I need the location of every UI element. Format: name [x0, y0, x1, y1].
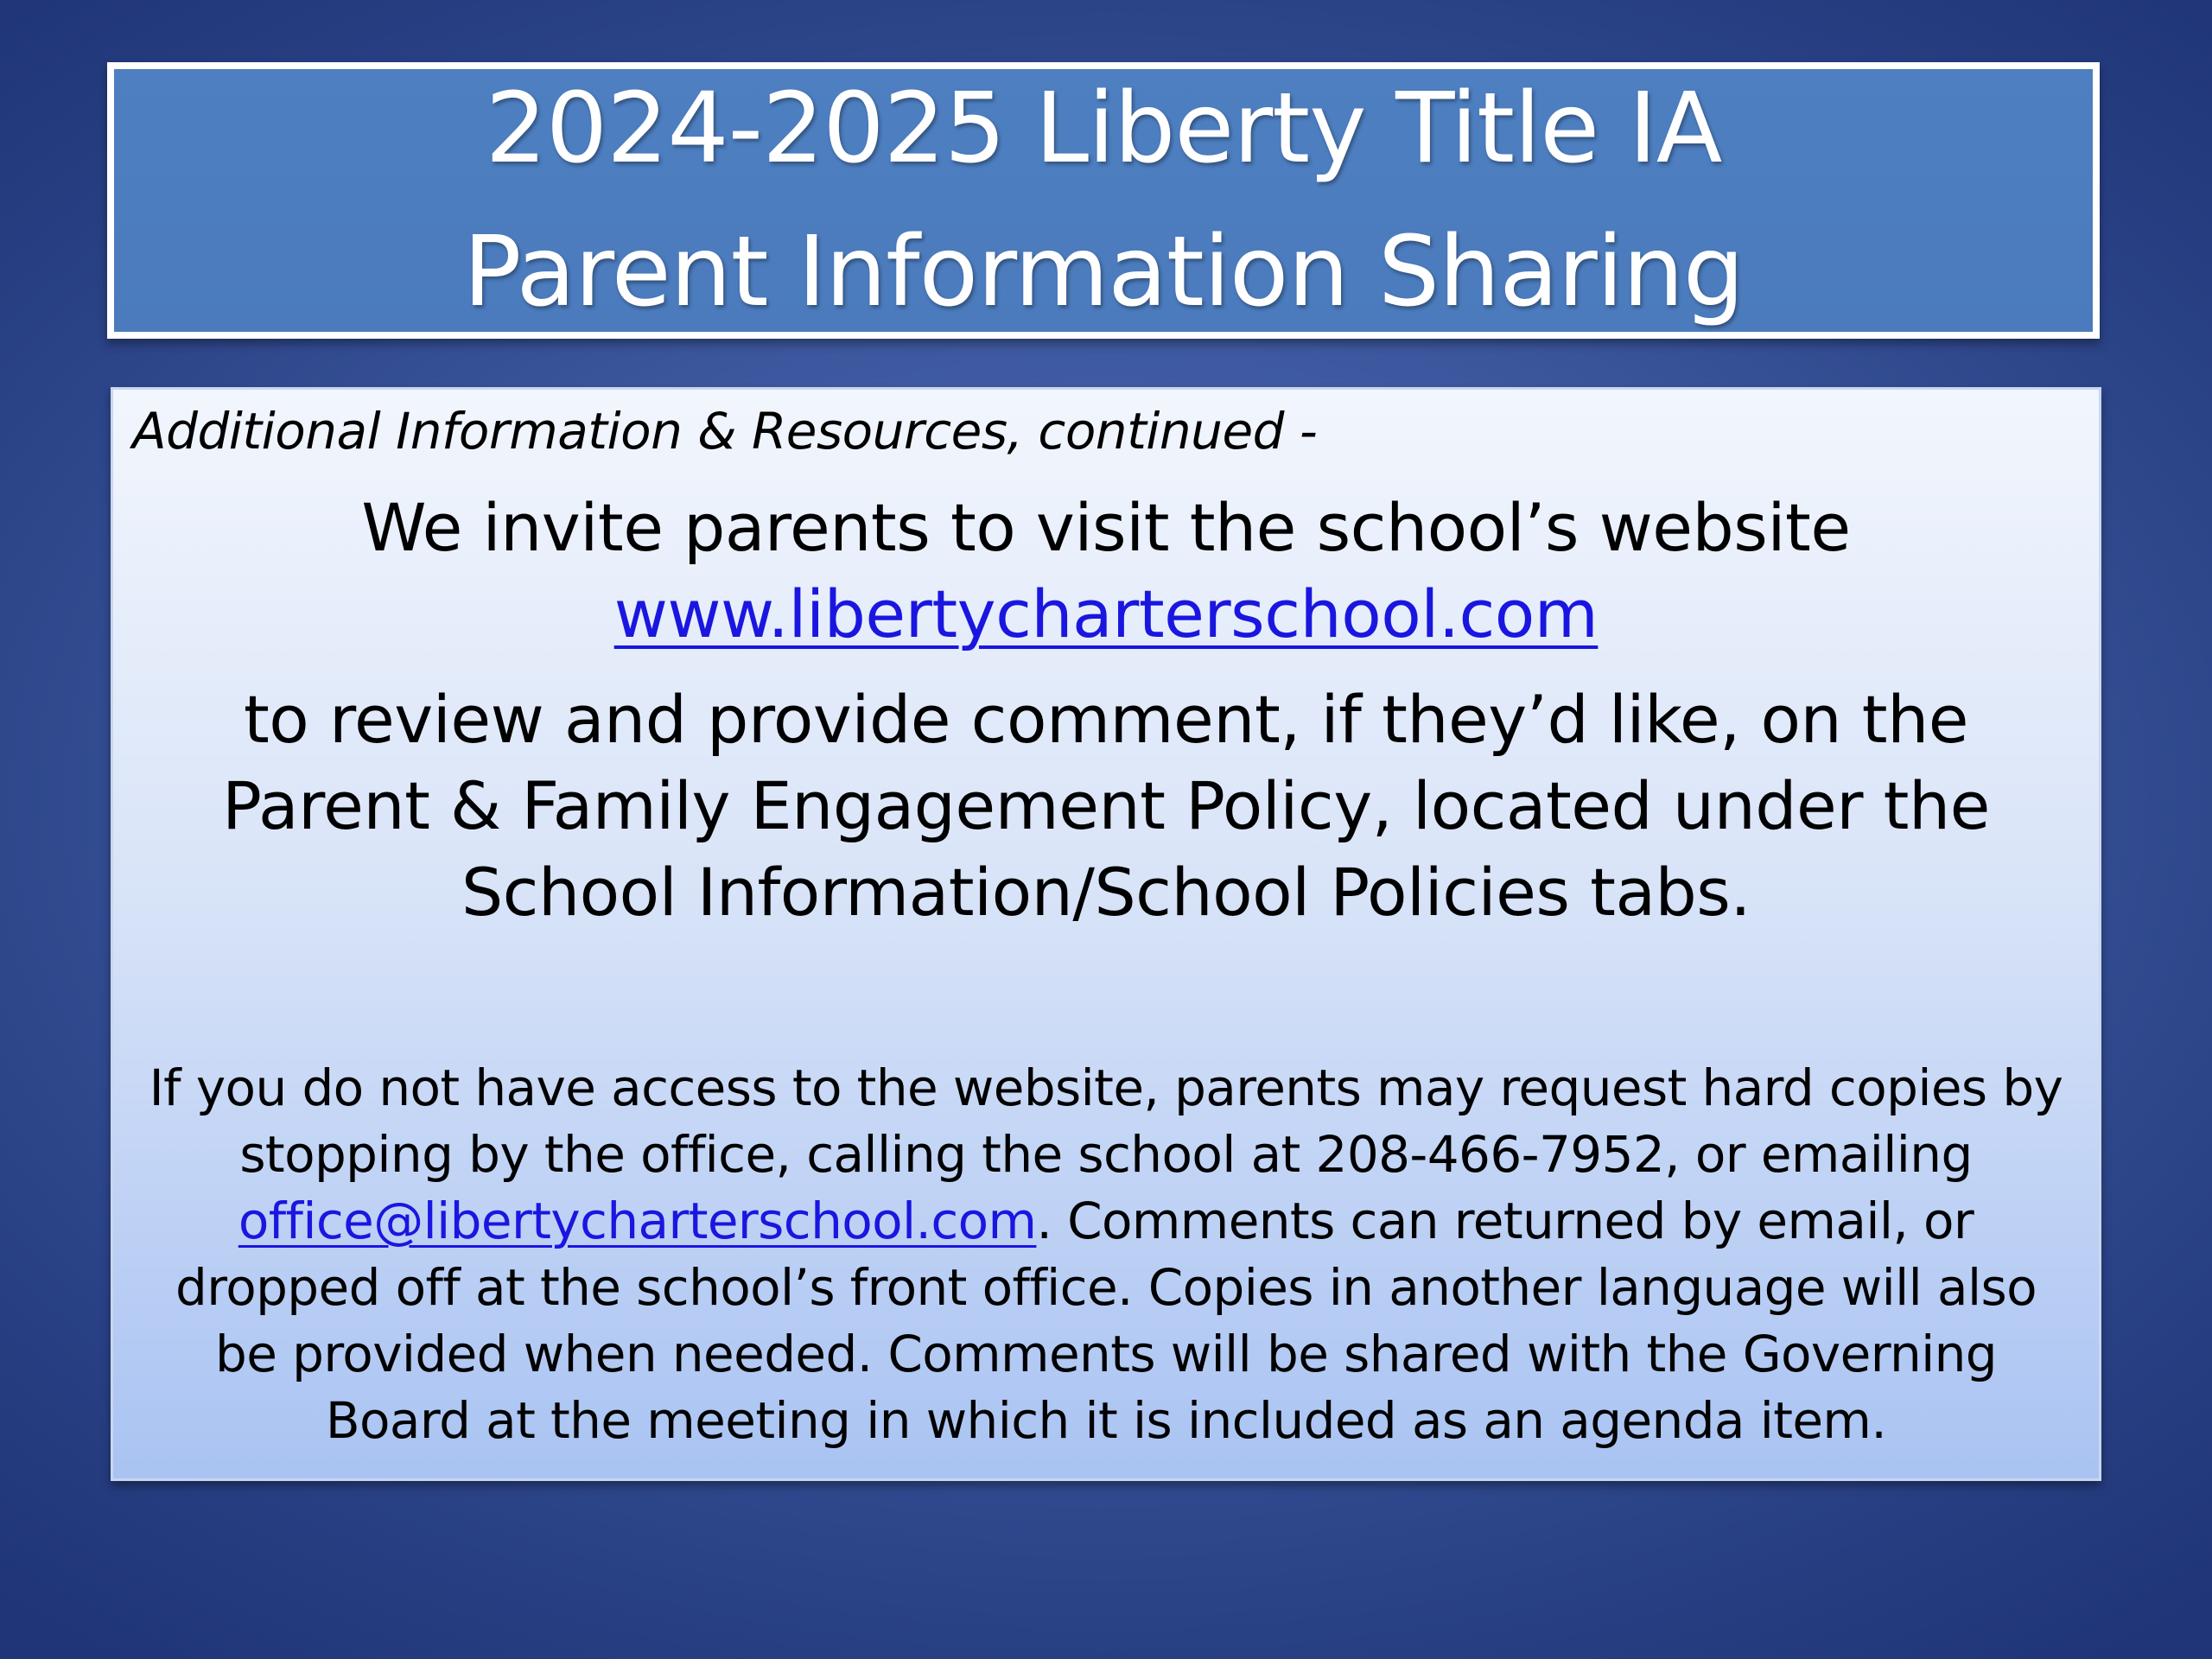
notice-line-1: If you do not have access to the website, parents may request hard copies by	[149, 1058, 2063, 1117]
website-link[interactable]: www.libertycharterschool.com	[613, 575, 1599, 652]
notice-line-2: stopping by the office, calling the school at 208-466-7952, or emailing	[239, 1125, 1973, 1184]
email-link[interactable]: office@libertycharterschool.com	[238, 1192, 1037, 1250]
content-box	[111, 387, 2101, 1481]
invite-line-3: to review and provide comment, if they’d like, on the	[244, 681, 1968, 758]
invite-line-5: School Information/School Policies tabs.	[461, 854, 1751, 931]
invite-line-4: Parent & Family Engagement Policy, located under the	[222, 767, 1990, 844]
notice-line-4: dropped off at the school’s front office. Copies in another language will also	[175, 1258, 2037, 1317]
subheading: Additional Information & Resources, continued -	[132, 402, 1318, 461]
title-box	[107, 62, 2100, 339]
notice-line-6: Board at the meeting in which it is included as an agenda item.	[325, 1391, 1887, 1450]
title-line-2: Parent Information Sharing	[462, 216, 1744, 328]
invite-paragraph	[113, 485, 2099, 936]
invite-line-1: We invite parents to visit the school’s website	[361, 489, 1851, 566]
notice-paragraph	[113, 1055, 2099, 1454]
notice-line-5: be provided when needed. Comments will be shared with the Governing	[214, 1325, 1998, 1383]
title-line-1: 2024-2025 Liberty Title IA	[485, 73, 1722, 185]
notice-line-3-rest: . Comments can returned by email, or	[1036, 1192, 1974, 1250]
